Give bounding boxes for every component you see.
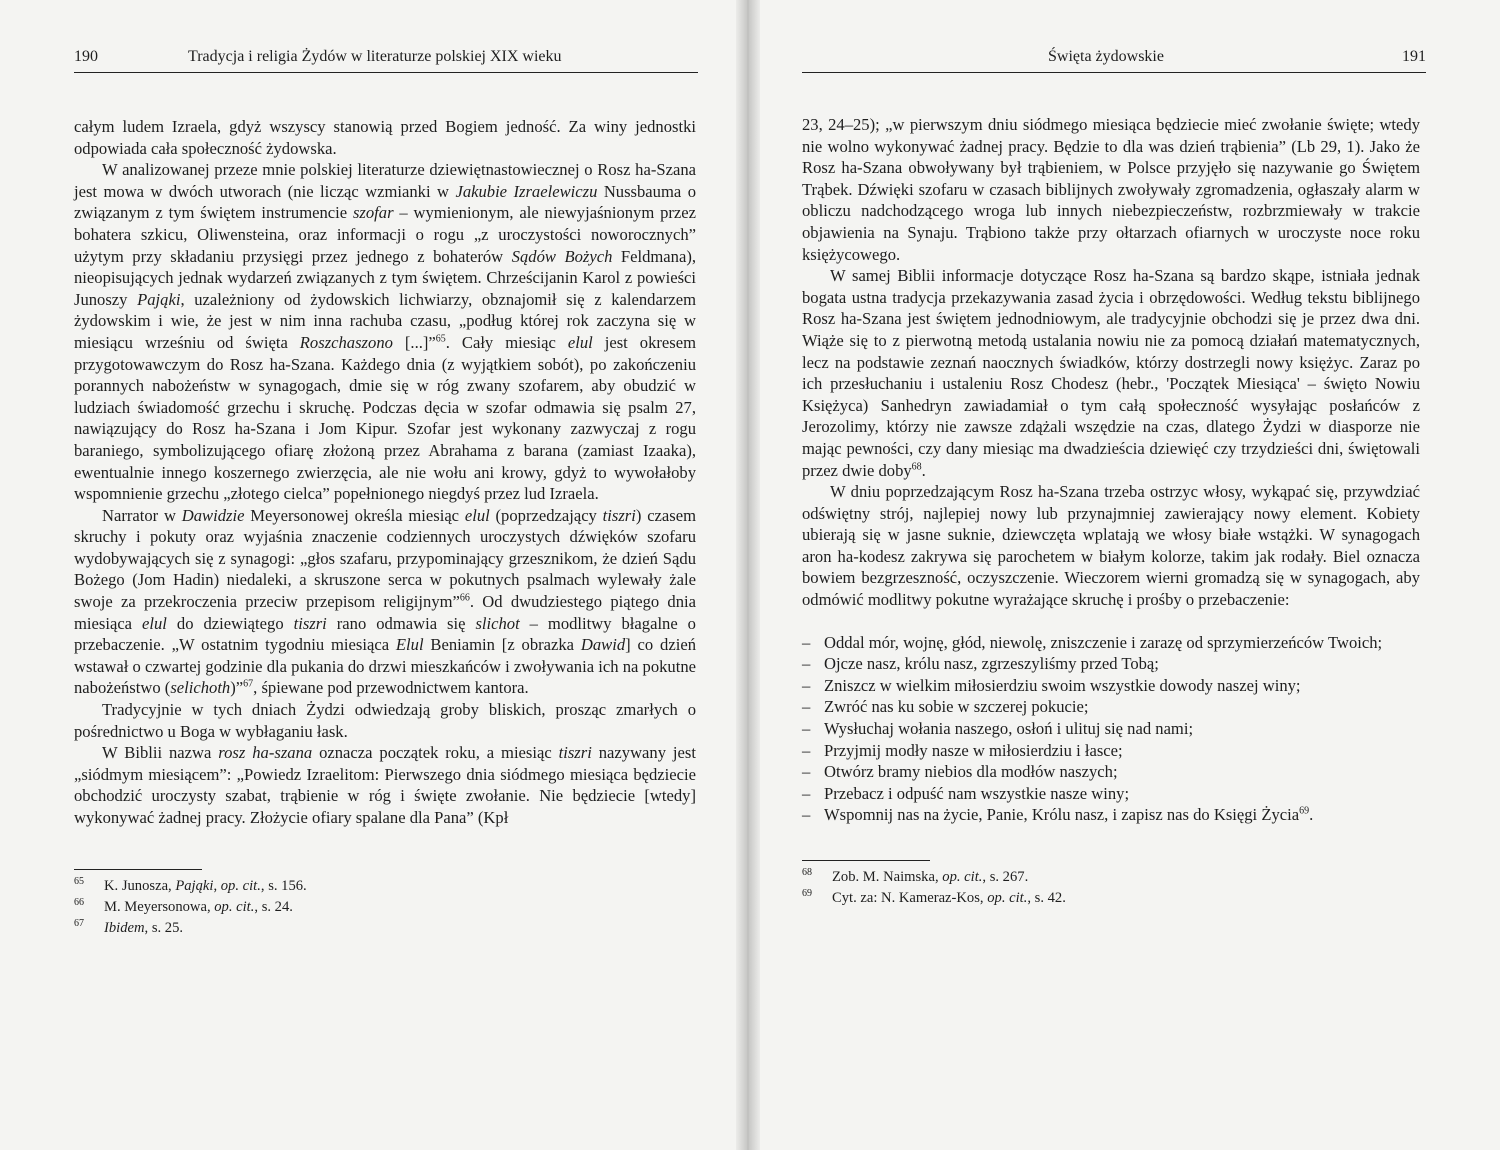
header-rule [74,72,698,73]
footnote: $^{66}$ M. Meyersonowa, op. cit., s. 24. [74,896,293,915]
footnote: $^{67}$ Ibidem, s. 25. [74,917,184,936]
prayer-line: – Ojcze nasz, królu nasz, zgrzeszyliśmy przed Tobą; [802,654,1159,674]
prayer-line: – Zwróć nas ku sobie w szczerej pokucie; [802,697,1089,717]
page-number: 191 [1402,48,1426,65]
left-footnotes [74,876,748,939]
book-gutter [736,0,760,1150]
footnote: $^{68}$ Zob. M. Naimska, op. cit., s. 267. [802,867,1029,885]
left-page-header [74,46,698,74]
footnote: $^{69}$ Cyt. za: N. Kameraz-Kos, op. cit., s. 42. [802,888,1066,906]
prayer-line: – Wysłuchaj wołania naszego, osłoń i ulituj się nad nami; [802,719,1194,739]
prayer-line: – Przebacz i odpuść nam wszystkie nasze winy; [802,783,1130,803]
paragraph: W analizowanej przeze mnie polskiej literaturze dziewiętnastowiecznej o Rosz ha-Szana jest mowa w dwóch utworach (nie licząc wzmianki w Jakubie Izraelewiczu Nussbauma o związanym z tym świętem instrumencie szofar – wymienionym, ale niewyjaśnionym przez bohatera szkicu, Oliwensteina, oraz informacji o rogu „z uroczystości noworocznych” użytym przy składaniu przysięgi przez jednego z bohaterów Sądów Bożych Feldmana), nieopisujących jednak wydarzeń związanych z tym świętem. Chrześcijanin Karol z powieści Junoszy Pająki, uzależniony od żydowskich lichwiarzy, obznajomił się z kalendarzem żydowskim i wie, że jest w nim inna rachuba czasu, „podług której rok zaczyna się w miesiącu wrześniu od święta Roszchaszono [...]”$^{65}$. Cały miesiąc elul jest okresem przygotowawczym do Rosz ha-Szana. Każdego dnia (z wyjątkiem sobót), po zakończeniu porannych nabożeństw w synagogach, dmie się w róg zwany szofarem, aby obudzić w ludziach świadomość grzechu i skruchę. Podczas dęcia w szofar odmawia się psalm 27, nawiązujący do Rosz ha-Szana i Jom Kipur. Szofar jest wykonany zazwyczaj z rogu baraniego, symbolizującego ofiarę złożoną przez Abrahama z barana (zamiast Izaaka), ewentualnie innego koszernego zwierzęcia, ale nie wołu ani krowy, gdyż to wywołałoby wspomnienie grzechu „złotego cielca” popełnionego niegdyś przez lud Izraela. [74,160,697,504]
paragraph: Tradycyjnie w tych dniach Żydzi odwiedzają groby bliskich, prosząc zmarłych o pośrednictwo u Boga w wybłaganiu łask. [74,700,696,741]
prayer-list [802,632,1420,826]
prayer-line: – Zniszcz w wielkim miłosierdziu swoim wszystkie dowody naszej winy; [802,675,1301,695]
paragraph: W Biblii nazwa rosz ha-szana oznacza początek roku, a miesiąc tiszri nazywany jest „siódmym miesiącem”: „Powiedz Izraelitom: Pierwszego dnia siódmego miesiąca będziecie obchodzić uroczysty szabat, trąbienie w róg i święte zwołanie. Nie będziecie [wtedy] wykonywać żadnej pracy. Złożycie ofiary spalane dla Pana” (Kpł [74,743,696,827]
paragraph: 23, 24–25); „w pierwszym dniu siódmego miesiąca będziecie mieć zwołanie święte; wtedy nie wolno wykonywać żadnej pracy. Będzie to dla was dzień trąbienia” (Lb 29, 1). Jako że Rosz ha-Szana obwoływany był trąbieniem, w Polsce przyjęło się nazywanie go Świętem Trąbek. Dźwięki szofaru w czasach biblijnych zwoływały zgromadzenia, ogłaszały alarm w obliczu nadchodzącego wroga lub innych niebezpieczeństw, rozbrzmiewały w trakcie objawienia na Synaju. Trąbiono także przy ołtarzach ofiarnych w uroczyste noce roku księżycowego. [802,115,1420,264]
running-title: Święta żydowskie [1048,48,1164,65]
footnote-rule [802,860,930,861]
prayer-line: – Oddal mór, wojnę, głód, niewolę, zniszczenie i zarazę od sprzymierzeńców Twoich; [802,632,1383,652]
paragraph: W dniu poprzedzającym Rosz ha-Szana trzeba ostrzyc włosy, wykąpać się, przywdziać odświętny strój, najlepiej nowy lub przynajmniej zawierający nowy element. Kobiety ubierają się w jasne suknie, dziewczęta wplatają we włosy białe wstążki. W synagogach aron ha-kodesz zakrywa się parochetem w białym kolorze, takim jak rodały. Biel oznacza bowiem bezgrzeszność, oczyszczenie. Wieczorem wierni gromadzą się w synagogach, aby odmówić modlitwy pokutne wyrażające skruchę i prośby o przebaczenie: [802,482,1420,610]
prayer-line: – Otwórz bramy niebios dla modłów naszych; [802,762,1118,782]
right-footnotes [802,867,1500,909]
right-page [748,0,1500,1150]
prayer-line: – Przyjmij modły nasze w miłosierdziu i łasce; [802,740,1123,760]
paragraph: W samej Biblii informacje dotyczące Rosz ha-Szana są bardzo skąpe, istniała jednak bogata ustna tradycja przekazywania zasad życia i obrzędowości. Według tekstu biblijnego Rosz ha-Szana jest świętem jednodniowym, ale tradycyjnie obchodzi się je przez dwa dni. Wiąże się to z pierwotną metodą ustalania nowiu nie za pomocą działań matematycznych, lecz na podstawie zeznań naocznych świadków, którzy dostrzegli nowy księżyc. Zaraz po ich przesłuchaniu i ustaleniu Rosz Chodesz (hebr., 'Początek Miesiąca' – święto Nowiu Księżyca) Sanhedryn zawiadamiał o tym całą społeczność wysyłając posłańców z Jerozolimy, którzy nie zawsze zdążali wszędzie na czas, dlatego Żydzi w diasporze nie mając pewności, czy dany miesiąc ma dwadzieścia dziewięć czy trzydzieści dni, świętowali przez dwie doby$^{68}$. [802,266,1420,480]
paragraph: Narrator w Dawidzie Meyersonowej określa miesiąc elul (poprzedzający tiszri) czasem skruchy i pokuty oraz wyjaśnia znaczenie codziennych uroczystych dźwięków szofaru wydobywających się z synagogi: „głos szafaru, przypominający grzesznikom, że dzień Sądu Bożego (Jom Hadin) niedaleki, a skruszone serca w pokutnych psalmach wylewały żale swoje za przekroczenia przeciw przepisom religijnym”$^{66}$. Od dwudziestego piątego dnia miesiąca elul do dziewiątego tiszri rano odmawia się slichot – modlitwy błagalne o przebaczenie. „W ostatnim tygodniu miesiąca Elul Beniamin [z obrazka Dawid] co dzień wstawał o czwartej godzinie dla pukania do drzwi mieszkańców i zwoływania ich na pokutne nabożeństwo (selichoth)”$^{67}$, śpiewane pod przewodnictwem kantora. [74,505,697,698]
footnote: $^{65}$ K. Junosza, Pająki, op. cit., s. 156. [74,875,307,894]
right-page-header [802,46,1426,74]
footnote-rule [74,869,202,870]
header-rule [802,72,1426,73]
running-title: Tradycja i religia Żydów w literaturze polskiej XIX wieku [188,48,562,65]
prayer-line: – Wspomnij nas na życie, Panie, Królu nasz, i zapisz nas do Księgi Życia$^{69}$. [802,805,1314,825]
spacer [802,611,1420,632]
left-body-text [74,116,696,829]
page-number: 190 [74,48,98,65]
right-body-text [802,114,1420,826]
left-page [0,0,748,1150]
paragraph: całym ludem Izraela, gdyż wszyscy stanowią przed Bogiem jedność. Za winy jednostki odpowiada cała społeczność żydowska. [74,117,696,158]
